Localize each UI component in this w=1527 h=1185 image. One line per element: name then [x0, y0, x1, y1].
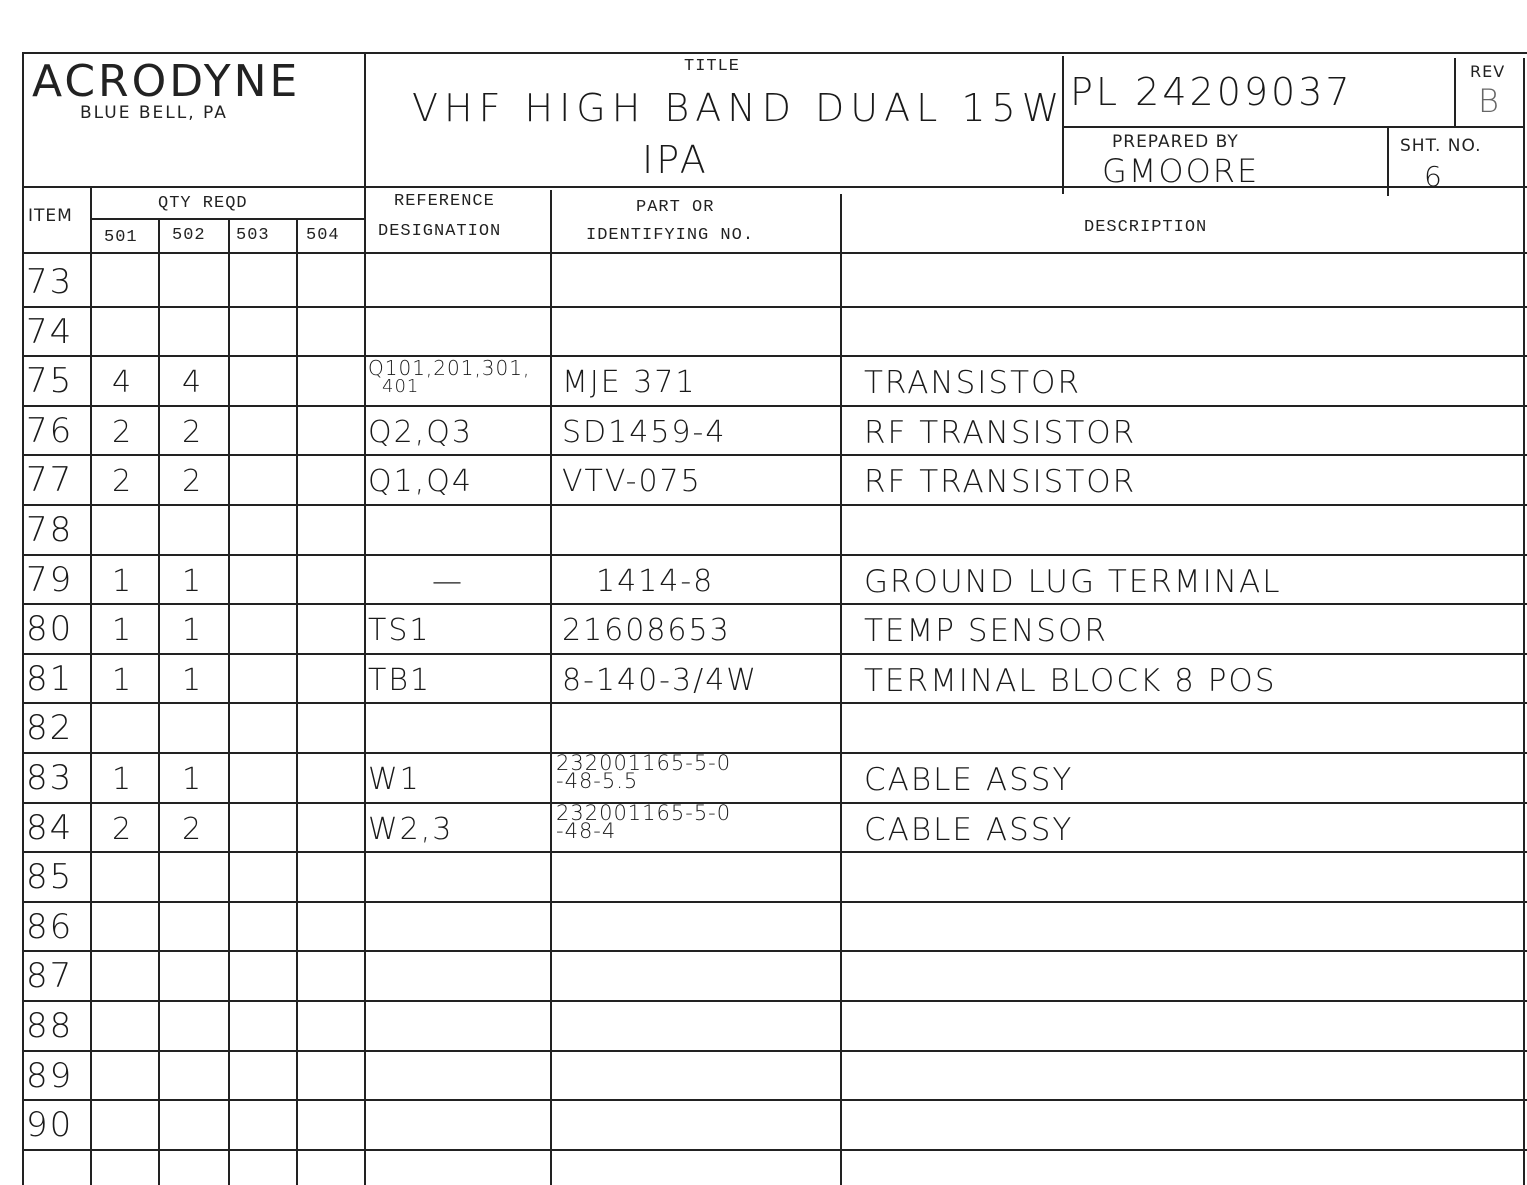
item-number: 81	[26, 658, 74, 699]
item-number: 86	[26, 906, 74, 947]
col-header-501: 501	[104, 228, 138, 247]
description: TERMINAL BLOCK 8 POS	[864, 662, 1277, 699]
row-divider	[22, 454, 1527, 456]
item-number: 79	[26, 559, 74, 600]
qty-502: 1	[182, 563, 204, 599]
col-header-502: 502	[172, 226, 206, 245]
row-divider	[22, 653, 1527, 655]
qty-502: 1	[182, 762, 204, 797]
part-number-cont: -48-4	[556, 818, 617, 843]
col-header-description: DESCRIPTION	[1084, 218, 1208, 237]
item-number: 87	[26, 956, 74, 997]
item-number: 82	[26, 708, 74, 749]
qty-501: 1	[112, 613, 134, 649]
item-number: 80	[26, 609, 74, 650]
col-divider-reference	[550, 190, 552, 1185]
description: GROUND LUG TERMINAL	[864, 563, 1282, 600]
description: CABLE ASSY	[864, 762, 1074, 798]
reference-designation: W2,3	[368, 811, 454, 847]
reference-designation: Q2,Q3	[368, 414, 473, 450]
title-label: TITLE	[684, 57, 741, 76]
qty-502: 4	[182, 365, 204, 401]
qty-501: 2	[112, 414, 134, 450]
qty-501: 2	[112, 464, 134, 500]
part-number: 232001165-5-0	[556, 751, 732, 775]
row-divider	[22, 306, 1527, 308]
description: TEMP SENSOR	[864, 613, 1108, 650]
reference-designation: Q1,Q4	[368, 464, 473, 500]
prepared-by-label: PREPARED BY	[1112, 132, 1239, 152]
header-divider-rev	[1454, 58, 1456, 128]
document-number: PL 24209037	[1070, 70, 1353, 114]
row-divider	[22, 504, 1527, 506]
col-header-part-2: IDENTIFYING NO.	[586, 226, 755, 245]
row-divider	[22, 554, 1527, 556]
qty-502: 2	[182, 414, 204, 450]
row-divider	[22, 1050, 1527, 1052]
row-divider	[22, 1000, 1527, 1002]
row-divider	[22, 603, 1527, 605]
item-number: 84	[26, 807, 74, 848]
reference-designation: W1	[368, 762, 421, 797]
row-divider	[22, 752, 1527, 754]
column-header-bottom	[22, 252, 1527, 254]
row-divider	[22, 950, 1527, 952]
header-bottom-line	[22, 186, 1527, 188]
row-divider	[22, 702, 1527, 704]
description: CABLE ASSY	[864, 811, 1074, 848]
row-divider	[22, 901, 1527, 903]
header-divider-company	[364, 52, 366, 1185]
part-number-cont: -48-5.5	[556, 769, 639, 793]
reference-designation-cont: 401	[382, 376, 420, 398]
row-divider	[22, 355, 1527, 357]
row-divider	[22, 1149, 1527, 1151]
qty-502: 1	[182, 613, 204, 649]
row-divider	[22, 1099, 1527, 1101]
item-number: 77	[26, 460, 74, 501]
qty-header-divider	[90, 218, 366, 220]
part-number: SD1459-4	[562, 414, 727, 450]
sheet-number-label: SHT. NO.	[1400, 136, 1482, 156]
form-right-border	[1523, 58, 1525, 1185]
item-number: 73	[26, 262, 74, 302]
row-divider	[22, 802, 1527, 804]
row-divider	[22, 851, 1527, 853]
qty-501: 1	[112, 563, 134, 599]
item-number: 74	[26, 311, 74, 352]
company-name: ACRODYNE	[32, 56, 301, 107]
col-header-reference-2: DESIGNATION	[378, 222, 502, 241]
item-number: 78	[26, 510, 74, 550]
rev-value: B	[1478, 82, 1501, 120]
item-number: 90	[26, 1105, 74, 1146]
col-divider-part	[840, 194, 842, 1185]
item-number: 83	[26, 758, 74, 798]
qty-502: 2	[182, 464, 204, 500]
reference-designation: Q101,201,301,	[368, 356, 531, 381]
col-header-qty-reqd: QTY REQD	[158, 194, 248, 213]
description: RF TRANSISTOR	[864, 414, 1137, 451]
reference-designation: TS1	[368, 613, 431, 649]
sheet-number-value: 6	[1424, 160, 1444, 193]
row-divider	[22, 405, 1527, 407]
company-location: BLUE BELL, PA	[80, 103, 228, 123]
qty-501: 1	[112, 762, 134, 797]
title-line-2: IPA	[642, 138, 709, 182]
col-header-reference-1: REFERENCE	[394, 192, 495, 211]
col-header-item: ITEM	[28, 206, 73, 226]
col-divider-item	[90, 186, 92, 1185]
part-number: MJE 371	[562, 365, 697, 401]
title-line-1: VHF HIGH BAND DUAL 15W	[412, 86, 1066, 130]
item-number: 89	[26, 1055, 74, 1096]
col-header-504: 504	[306, 226, 340, 245]
form-left-border	[22, 52, 24, 1185]
rev-label: REV	[1470, 62, 1506, 81]
col-header-503: 503	[236, 226, 270, 245]
part-number: VTV-075	[562, 464, 702, 500]
reference-designation: TB1	[368, 662, 432, 698]
part-number: 21608653	[562, 613, 731, 649]
qty-501: 2	[112, 811, 134, 847]
qty-501: 4	[112, 365, 134, 401]
header-divider-docnum	[1062, 126, 1525, 128]
item-number: 85	[26, 857, 74, 898]
parts-list-form	[22, 52, 1527, 1185]
part-number: 232001165-5-0	[556, 800, 732, 825]
item-number: 75	[26, 361, 74, 402]
item-number: 76	[26, 410, 74, 451]
description: TRANSISTOR	[864, 365, 1081, 402]
item-number: 88	[26, 1006, 74, 1046]
description: RF TRANSISTOR	[864, 464, 1137, 501]
reference-designation: —	[432, 563, 464, 599]
qty-502: 1	[182, 662, 204, 698]
prepared-by-name: GMOORE	[1102, 152, 1260, 190]
part-number: 8-140-3/4W	[562, 662, 758, 698]
qty-501: 1	[112, 662, 134, 698]
part-number: 1414-8	[596, 563, 715, 599]
qty-502: 2	[182, 811, 204, 847]
form-top-border	[22, 52, 1527, 54]
col-header-part-1: PART OR	[636, 198, 715, 217]
